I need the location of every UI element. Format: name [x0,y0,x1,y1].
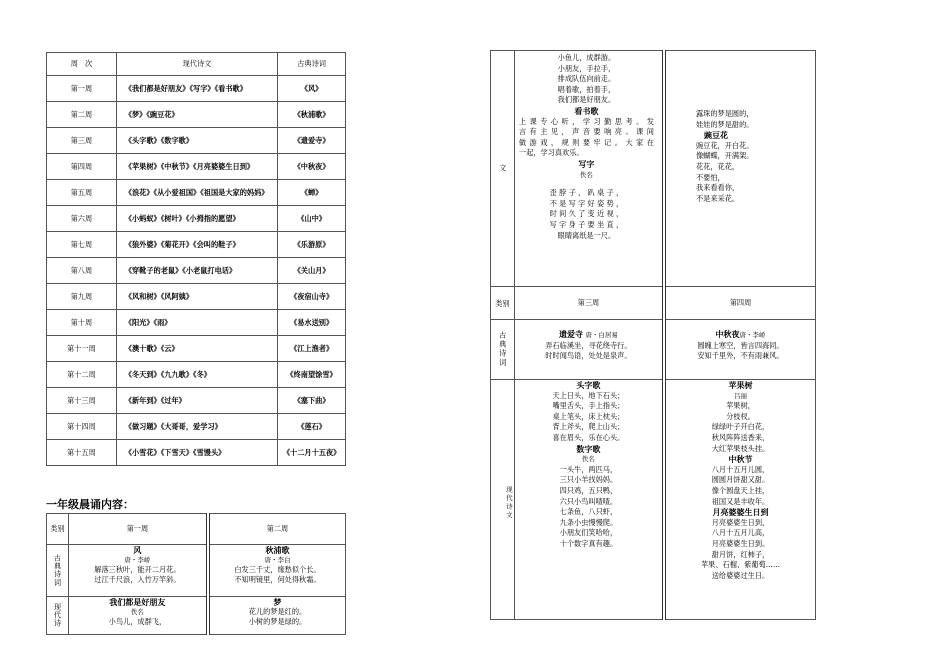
poem-line: 我们都是好朋友。 [557,95,616,105]
poem-line: 桌上笔头，床上枕头； [552,411,625,421]
poem-line: 我来看看你， [695,183,740,193]
schedule-classic-cell: 《莲石》 [278,414,346,440]
poem-line: 白发三千丈，缘愁似个长。 [234,565,321,574]
poem-line: 三只小羊找妈妈。 [559,475,618,485]
schedule-week-cell: 第七周 [47,232,117,258]
poem-line: 祖国又是丰收年。 [711,496,770,506]
poem-line: 一起，学习真欢乐。 [518,148,584,158]
schedule-modern-cell: 《小雪花》《下雪天》《雪馒头》 [116,440,277,466]
week4-header: 第四周 [664,287,816,320]
poem-line: 小鱼儿，成群游。 [557,53,616,62]
schedule-modern-cell: 《阳光》《雨》 [116,310,277,336]
schedule-modern-cell: 《做习题》《大哥哥，爱学习》 [116,414,277,440]
schedule-classic-cell: 《乐游原》 [278,232,346,258]
continued-week2-modern [664,51,816,287]
week1-header: 第一周 [68,514,208,545]
schedule-row [47,440,346,466]
schedule-modern-cell: 《苹果树》《中秋节》《月亮婆婆生日到》 [116,154,277,180]
poem-author: 吕丽 [733,391,747,400]
poem-line: 送给婆婆过生日。 [711,570,770,580]
poem-line: 圆魄上寒空，皆言四海同。 [697,340,784,350]
schedule-week-cell: 第十周 [47,310,117,336]
poem-line: 排成队伍向前走。 [557,74,616,84]
poem-line: 时 间 久 了 变 近 视 ， [549,209,624,219]
poem-line: 圆圆月饼甜又甜。 [711,475,770,485]
poem-line: 八月十五月儿高， [711,528,770,538]
poem-line: 小树的梦是绿的。 [248,617,307,626]
schedule-classic-cell: 《蝉》 [278,180,346,206]
poem-line: 做游戏，规则要牢记。大家在 [518,137,654,147]
poem-title: 风 [133,545,142,555]
week2-header: 第二周 [208,514,346,545]
poem-line: 月亮婆婆生日到， [711,517,770,527]
schedule-week-cell: 第十四周 [47,414,117,440]
poem-title: 豌豆花 [703,130,728,141]
schedule-modern-cell: 《浪花》《从小爱祖国》《祖国是大家的妈妈》 [116,180,277,206]
schedule-week-cell: 第四周 [47,154,117,180]
poem-line: 嘴里舌头，手上指头； [552,401,625,411]
poem-line: 六只小鸟叫喳喳。 [559,496,618,506]
schedule-modern-cell: 《梦》《豌豆花》 [116,102,277,128]
schedule-week-cell: 第八周 [47,258,117,284]
schedule-modern-cell: 《小蚂蚁》《树叶》《小拇指的愿望》 [116,206,277,232]
poem-line: 娃娃的梦是甜的。 [695,119,754,129]
poem-line: 露珠的梦是圆的， [695,109,754,118]
poem-line: 四只鸡，五只鸭， [559,485,618,495]
poem-line: 小朋友们笑哈哈， [559,528,618,538]
schedule-classic-cell: 《遗爱寺》 [278,128,346,154]
poem-line: 背上斧头，爬上山头； [552,422,625,432]
poem-title: 梦 [273,597,282,607]
schedule-classic-cell: 《夜宿山寺》 [278,284,346,310]
poem-line: 唱着歌，拍着手， [557,84,616,94]
poem-line: 眼睛离纸是一尺。 [557,230,616,240]
poem-line: 过江千尺浪，入竹万竿斜。 [94,575,181,584]
schedule-classic-cell: 《山中》 [278,206,346,232]
schedule-modern-cell: 《我们都是好朋友》《写字》《看书歌》 [116,76,277,102]
schedule-modern-cell: 《狼外婆》《菊花开》《会叫的鞋子》 [116,232,277,258]
schedule-row [47,362,346,388]
schedule-row [47,414,346,440]
poem-line: 绿绿叶子开白花， [711,422,770,432]
schedule-week-cell: 第十一周 [47,336,117,362]
poem-author: 佚名 [130,608,144,616]
text-category: 文 [491,51,515,287]
category-header: 类别 [47,514,69,545]
schedule-table [46,52,346,466]
poem-line: 歪 脖 子 ， 趴 桌 子 ， [549,188,624,198]
schedule-classic-cell: 《秋浦歌》 [278,102,346,128]
poem-zhongqiuye [664,320,816,380]
poem-title: 中秋夜 [715,329,740,339]
poem-author: 唐・李白 [264,556,291,564]
schedule-row [47,206,346,232]
poem-line: 花花，花花， [695,161,740,171]
schedule-week-cell: 第十三周 [47,388,117,414]
schedule-week-cell: 第六周 [47,206,117,232]
schedule-row [47,284,346,310]
poem-title: 遗爱寺 [559,329,584,339]
poem-line: 花儿的梦是红的。 [248,607,307,616]
poem-line: 上课专心听，学习勤思考。发 [518,116,654,126]
poem-qiupu [208,545,346,597]
schedule-week-cell: 第十二周 [47,362,117,388]
poem-line: 八月十五月儿圆， [711,464,770,474]
header-week: 周 次 [47,53,117,76]
poem-author: 唐・李峤 [739,331,766,339]
schedule-modern-cell: 《头字歌》《数字歌》 [116,128,277,154]
schedule-week-cell: 第五周 [47,180,117,206]
poem-line: 一头牛，两匹马， [559,464,618,474]
poem-title: 苹果树 [728,380,753,390]
poem-title: 秋浦歌 [265,545,290,555]
poem-line: 像个圆盘天上挂， [711,485,770,495]
schedule-classic-cell: 《易水送别》 [278,310,346,336]
poem-line: 甜月饼，红柿子， [711,549,770,559]
poem-title: 数字歌 [576,443,601,454]
poem-title: 头字歌 [576,380,601,390]
poem-line: 不是来采花。 [695,193,740,203]
poem-author: 唐・白居易 [585,331,618,339]
poem-line: 天上日头，地下石头； [552,390,625,400]
header-classic: 古典诗词 [278,53,346,76]
poem-line: 不知明镜里，何处得秋霜。 [234,575,321,584]
poem-author: 佚名 [579,170,593,179]
schedule-modern-cell: 《冬天到》《九九歌》《冬》 [116,362,277,388]
recitation-table-weeks-3-4 [490,50,816,620]
schedule-row [47,336,346,362]
schedule-classic-cell: 《中秋夜》 [278,154,346,180]
classic-poetry-category: 古典诗词 [47,545,69,597]
poem-line: 像蝴蝶，开满架。 [695,151,754,161]
schedule-row [47,388,346,414]
schedule-row [47,232,346,258]
poem-line: 秋风阵阵送香来， [711,432,770,442]
poem-line: 大红苹果枝头挂。 [711,443,770,453]
poem-line: 不要怕， [695,172,725,182]
poem-yiaisi [514,320,664,380]
modern-poetry-category: 现代诗 [47,597,69,635]
poem-line: 苹果树， [726,401,755,411]
schedule-header-row [47,53,346,76]
schedule-row [47,154,346,180]
schedule-week-cell: 第九周 [47,284,117,310]
poem-title: 我们都是好朋友 [109,597,166,607]
schedule-week-cell: 第一周 [47,76,117,102]
poem-line: 弄石临溪坐，寻花绕寺行。 [545,340,632,350]
schedule-classic-cell: 《终南望馀雪》 [278,362,346,388]
poem-line: 豌豆花，开白花。 [695,140,754,150]
schedule-classic-cell: 《塞下曲》 [278,388,346,414]
poem-line: 七条鱼，八只虾， [559,507,618,517]
poem-line: 写 字 身 子 要 坐 直 ， [549,219,624,229]
header-modern: 现代诗文 [116,53,277,76]
modern-poetry-category: 现代诗文 [491,380,515,620]
schedule-modern-cell: 《风和树》《风阿姨》 [116,284,277,310]
schedule-row [47,258,346,284]
schedule-modern-cell: 《澳十歌》《云》 [116,336,277,362]
schedule-modern-cell: 《新年到》《过年》 [116,388,277,414]
poem-feng [68,545,208,597]
schedule-row [47,128,346,154]
schedule-row [47,310,346,336]
poem-line: 言有主见，声音要响亮。课间 [518,127,654,137]
classic-poetry-category: 古典诗词 [491,320,515,380]
poem-dream [208,597,346,635]
schedule-week-cell: 第三周 [47,128,117,154]
continued-week1-2-modern [514,51,664,287]
category-header: 类别 [491,287,515,320]
poem-friends [68,597,208,635]
schedule-classic-cell: 《风》 [278,76,346,102]
poem-line: 月亮婆婆生日到。 [711,538,770,548]
schedule-week-cell: 第二周 [47,102,117,128]
poem-line: 小朋友，手拉手， [557,63,616,73]
schedule-row [47,180,346,206]
schedule-modern-cell: 《穿靴子的老鼠》《小老鼠打电话》 [116,258,277,284]
schedule-classic-cell: 《江上渔者》 [278,336,346,362]
poem-title: 中秋节 [728,454,753,465]
week3-modern-poems [514,380,664,620]
schedule-classic-cell: 《十二月十五夜》 [278,440,346,466]
schedule-week-cell: 第十五周 [47,440,117,466]
poem-line: 小鸟儿，成群飞， [108,617,167,626]
poem-line: 十个数字真有趣。 [559,538,618,548]
recitation-table-weeks-1-2 [46,513,346,635]
schedule-row [47,76,346,102]
week3-header: 第三周 [514,287,664,320]
poem-line: 解落三秋叶，能开二月花。 [94,565,181,574]
section-title: 一年级晨诵内容： [46,498,134,511]
poem-author: 佚名 [581,455,595,464]
poem-line: 九条小虫慢慢爬。 [559,517,618,527]
poem-line: 分枝杈。 [726,411,755,421]
poem-line: 时时闻鸟语，处处是泉声。 [545,351,632,361]
poem-line: 喜在眉头，乐在心头。 [552,432,625,442]
poem-line: 安知千里外，不有雨兼风。 [697,351,784,361]
poem-author: 唐・李峤 [124,556,151,564]
week4-modern-poems [664,380,816,620]
poem-title: 写字 [578,158,595,169]
schedule-classic-cell: 《关山月》 [278,258,346,284]
schedule-row [47,102,346,128]
poem-line: 苹果、石榴、紫葡萄…… [700,560,781,570]
poem-line: 不 是 写 字 好 姿 势 ， [549,198,624,208]
poem-title: 月亮婆婆生日到 [712,507,769,518]
poem-title: 看书歌 [574,105,599,116]
